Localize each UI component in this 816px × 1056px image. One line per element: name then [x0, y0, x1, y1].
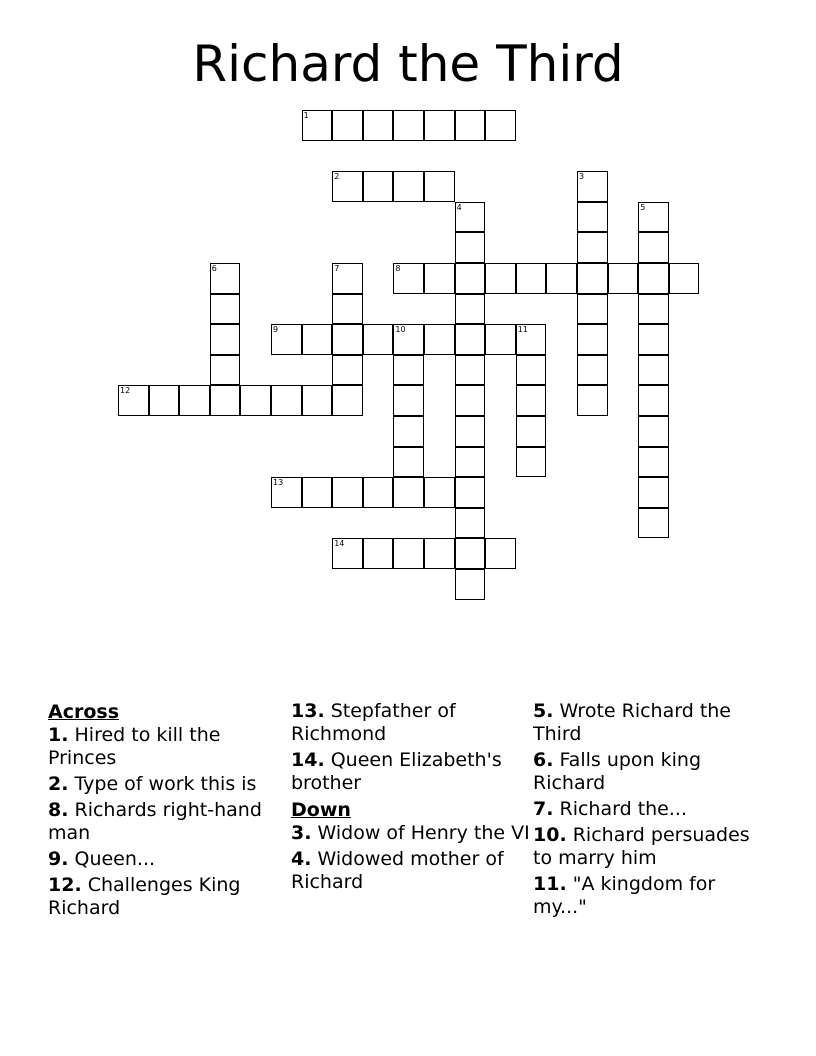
grid-cell[interactable]	[179, 385, 210, 416]
grid-cell[interactable]	[577, 385, 608, 416]
grid-cell[interactable]	[393, 171, 424, 202]
cell-number: 10	[395, 325, 406, 335]
grid-cell[interactable]	[332, 355, 363, 386]
grid-cell[interactable]	[638, 202, 669, 233]
grid-cell[interactable]	[393, 355, 424, 386]
grid-cell[interactable]	[271, 324, 302, 355]
grid-cell[interactable]	[577, 324, 608, 355]
grid-cell[interactable]	[455, 355, 486, 386]
grid-cell[interactable]	[271, 477, 302, 508]
grid-cell[interactable]	[455, 263, 486, 294]
cell-number: 8	[395, 264, 401, 273]
cell-number: 12	[120, 386, 131, 396]
grid-cell[interactable]	[332, 538, 363, 569]
grid-cell[interactable]	[424, 324, 455, 355]
grid-cell[interactable]	[393, 416, 424, 447]
grid-cell[interactable]	[638, 232, 669, 263]
grid-cell[interactable]	[363, 324, 394, 355]
grid-cell[interactable]	[455, 508, 486, 539]
grid-cell[interactable]	[669, 263, 700, 294]
grid-cell[interactable]	[332, 110, 363, 141]
clue-across-13: 13. Stepfather of Richmond	[291, 700, 456, 745]
grid-cell[interactable]	[363, 538, 394, 569]
grid-cell[interactable]	[455, 477, 486, 508]
cell-number: 1	[303, 111, 309, 120]
grid-cell[interactable]	[455, 447, 486, 478]
grid-cell[interactable]	[455, 202, 486, 233]
grid-cell[interactable]	[638, 294, 669, 325]
grid-cell[interactable]	[455, 110, 486, 141]
grid-cell[interactable]	[638, 263, 669, 294]
grid-cell[interactable]	[210, 263, 241, 294]
clues-column-1	[48, 700, 288, 923]
cell-number: 5	[640, 202, 646, 212]
grid-cell[interactable]	[455, 569, 486, 600]
grid-cell[interactable]	[577, 202, 608, 233]
grid-cell[interactable]	[393, 385, 424, 416]
clue-across-12: 12. Challenges King Richard	[48, 874, 241, 919]
grid-cell[interactable]	[638, 324, 669, 355]
grid-cell[interactable]	[577, 355, 608, 386]
grid-cell[interactable]	[118, 385, 149, 416]
cell-number: 2	[334, 172, 340, 182]
grid-cell[interactable]	[424, 477, 455, 508]
clue-down-3: 3. Widow of Henry the VI	[291, 822, 530, 844]
grid-cell[interactable]	[516, 263, 547, 294]
grid-cell[interactable]	[638, 447, 669, 478]
grid-cell[interactable]	[332, 324, 363, 355]
clue-across-8: 8. Richards right-hand man	[48, 799, 262, 844]
grid-cell[interactable]	[638, 355, 669, 386]
grid-cell[interactable]	[485, 263, 516, 294]
grid-cell[interactable]	[363, 110, 394, 141]
cell-number: 4	[456, 202, 462, 212]
grid-cell[interactable]	[302, 110, 333, 141]
grid-cell[interactable]	[210, 294, 241, 325]
grid-cell[interactable]	[271, 385, 302, 416]
cell-number: 3	[579, 172, 585, 182]
grid-cell[interactable]	[455, 416, 486, 447]
grid-cell[interactable]	[455, 232, 486, 263]
grid-cell[interactable]	[424, 110, 455, 141]
grid-cell[interactable]	[393, 263, 424, 294]
grid-cell[interactable]	[455, 538, 486, 569]
puzzle-title: Richard the Third	[192, 35, 624, 93]
grid-cell[interactable]	[332, 477, 363, 508]
grid-cell[interactable]	[424, 171, 455, 202]
grid-cell[interactable]	[363, 477, 394, 508]
grid-cell[interactable]	[577, 263, 608, 294]
grid-cell[interactable]	[485, 324, 516, 355]
grid-cell[interactable]	[210, 355, 241, 386]
clues-column-3	[533, 700, 773, 922]
cell-number: 11	[517, 325, 528, 335]
grid-cell[interactable]	[577, 232, 608, 263]
clue-across-14: 14. Queen Elizabeth's brother	[291, 749, 502, 794]
grid-cell[interactable]	[240, 385, 271, 416]
cell-number: 9	[273, 325, 279, 335]
grid-cell[interactable]	[577, 294, 608, 325]
grid-cell[interactable]	[302, 324, 333, 355]
grid-cell[interactable]	[332, 171, 363, 202]
grid-cell[interactable]	[210, 385, 241, 416]
grid-cell[interactable]	[149, 385, 180, 416]
grid-cell[interactable]	[393, 538, 424, 569]
grid-cell[interactable]	[393, 477, 424, 508]
cell-number: 7	[334, 264, 340, 273]
grid-cell[interactable]	[393, 447, 424, 478]
clue-down-6: 6. Falls upon king Richard	[533, 749, 702, 794]
grid-cell[interactable]	[210, 324, 241, 355]
grid-cell[interactable]	[424, 263, 455, 294]
grid-cell[interactable]	[516, 385, 547, 416]
grid-cell[interactable]	[638, 385, 669, 416]
cell-number: 14	[334, 539, 345, 549]
grid-cell[interactable]	[516, 355, 547, 386]
cell-number: 6	[211, 264, 217, 273]
grid-cell[interactable]	[393, 110, 424, 141]
down-heading: Down	[291, 799, 351, 821]
clue-across-9: 9. Queen...	[48, 848, 156, 870]
grid-cell[interactable]	[424, 538, 455, 569]
grid-cell[interactable]	[363, 171, 394, 202]
clue-across-1: 1. Hired to kill the Princes	[48, 724, 221, 769]
grid-cell[interactable]	[516, 416, 547, 447]
grid-cell[interactable]	[546, 263, 577, 294]
grid-cell[interactable]	[638, 477, 669, 508]
grid-cell[interactable]	[332, 385, 363, 416]
across-heading: Across	[48, 701, 120, 723]
grid-cell[interactable]	[332, 263, 363, 294]
grid-cell[interactable]	[485, 110, 516, 141]
cell-number: 13	[273, 478, 284, 488]
clue-down-7: 7. Richard the...	[533, 798, 687, 820]
clues-column-2	[291, 700, 531, 897]
grid-cell[interactable]	[455, 385, 486, 416]
grid-cell[interactable]	[302, 385, 333, 416]
grid-cell[interactable]	[455, 294, 486, 325]
grid-cell[interactable]	[608, 263, 639, 294]
grid-cell[interactable]	[516, 324, 547, 355]
clue-down-11: 11. "A kingdom for my..."	[533, 873, 716, 918]
clue-down-10: 10. Richard persuades to marry him	[533, 824, 750, 869]
grid-cell[interactable]	[302, 477, 333, 508]
clue-across-2: 2. Type of work this is	[48, 773, 257, 795]
clue-down-5: 5. Wrote Richard the Third	[533, 700, 732, 745]
clue-down-4: 4. Widowed mother of Richard	[291, 848, 504, 893]
grid-cell[interactable]	[393, 324, 424, 355]
grid-cell[interactable]	[455, 324, 486, 355]
grid-cell[interactable]	[332, 294, 363, 325]
grid-cell[interactable]	[485, 538, 516, 569]
grid-cell[interactable]	[638, 416, 669, 447]
grid-cell[interactable]	[638, 508, 669, 539]
grid-cell[interactable]	[577, 171, 608, 202]
grid-cell[interactable]	[516, 447, 547, 478]
